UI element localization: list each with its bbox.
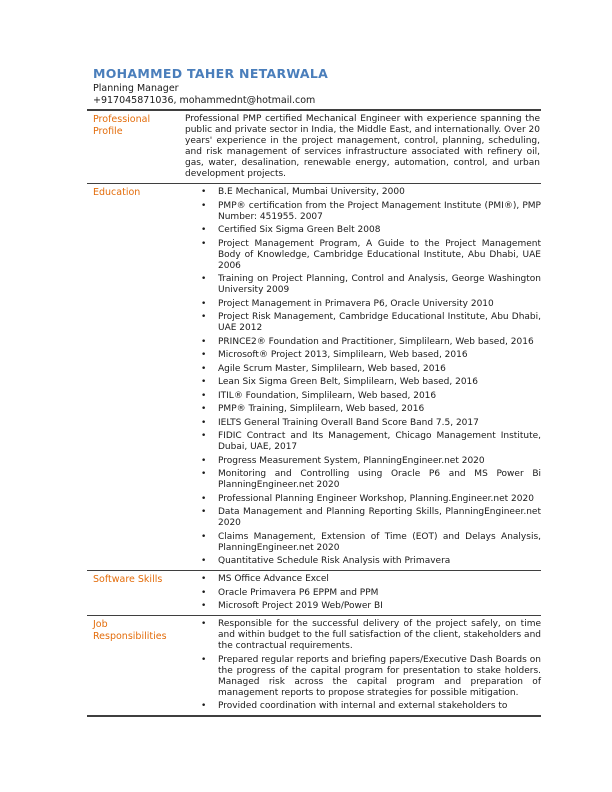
list-item	[185, 299, 541, 310]
list-item-text: PMP® certification from the Project Management Institute (PMI®), PMP Number: 451955. 2007	[218, 200, 541, 222]
section-content	[185, 616, 541, 715]
bullet-icon: •	[201, 574, 207, 584]
bullet-list	[185, 187, 541, 567]
bullet-icon: •	[201, 225, 207, 235]
resume-header	[87, 66, 541, 107]
bullet-icon: •	[201, 404, 207, 414]
list-item-text: PMP® Training, Simplilearn, Web based, 2016	[218, 404, 425, 414]
list-item	[185, 507, 541, 529]
list-item	[185, 364, 541, 375]
list-item-text: IELTS General Training Overall Band Score Band 7.5, 2017	[218, 417, 479, 428]
bullet-icon: •	[201, 238, 207, 249]
section-label: Professional Profile	[93, 114, 151, 137]
bullet-icon: •	[201, 507, 207, 517]
list-item-text: PRINCE2® Foundation and Practitioner, Simplilearn, Web based, 2016	[218, 336, 534, 347]
list-item	[185, 532, 541, 554]
bullet-icon: •	[201, 701, 207, 711]
list-item	[185, 469, 541, 491]
list-item	[185, 274, 541, 296]
list-item-text: Professional Planning Engineer Workshop, Planning.Engineer.net 2020	[218, 493, 534, 504]
section-content	[185, 111, 541, 183]
bullet-icon: •	[201, 363, 207, 374]
list-item-text: Lean Six Sigma Green Belt, Simplilearn, Web based, 2016	[218, 377, 479, 387]
section-row	[87, 183, 541, 570]
bullet-icon: •	[201, 200, 207, 211]
list-item-text: Quantitative Schedule Risk Analysis with Primavera	[218, 556, 451, 566]
list-item	[185, 601, 541, 612]
bullet-icon: •	[201, 493, 207, 504]
list-item-text: Microsoft® Project 2013, Simplilearn, Web based, 2016	[218, 350, 468, 360]
list-item	[185, 391, 541, 402]
list-item-text: Responsible for the successful delivery of the project safely, on time and within budget to the full satisfaction of the client, stakeholders and the contractual requirements.	[218, 619, 541, 651]
list-item	[185, 588, 541, 599]
bullet-list	[185, 619, 541, 712]
bullet-icon: •	[201, 187, 207, 197]
list-item	[185, 701, 541, 712]
bullet-icon: •	[201, 601, 207, 611]
bullet-icon: •	[201, 556, 207, 566]
list-item	[185, 239, 541, 272]
list-item	[185, 312, 541, 334]
list-item	[185, 494, 541, 505]
bullet-icon: •	[201, 312, 207, 322]
bullet-icon: •	[201, 298, 207, 309]
bullet-icon: •	[201, 469, 207, 479]
section-label: Software Skills	[93, 574, 163, 585]
list-item	[185, 201, 541, 223]
person-name: MOHAMMED TAHER NETARWALA	[93, 66, 329, 81]
job-title: Planning Manager	[93, 83, 179, 94]
resume-table	[87, 109, 541, 717]
section-row	[87, 111, 541, 183]
resume-content	[87, 66, 541, 717]
bullet-icon: •	[201, 274, 207, 284]
list-item-text: Provided coordination with internal and external stakeholders to	[218, 701, 508, 711]
section-label: Education	[93, 187, 141, 198]
list-item-text: Oracle Primavera P6 EPPM and PPM	[218, 587, 379, 598]
list-item-text: Claims Management, Extension of Time (EOT) and Delays Analysis, PlanningEngineer.net 2020	[218, 531, 541, 553]
bullet-icon: •	[201, 417, 207, 428]
list-item	[185, 377, 541, 388]
list-item-text: ITIL® Foundation, Simplilearn, Web based, 2016	[218, 390, 437, 401]
list-item	[185, 574, 541, 585]
bullet-icon: •	[201, 390, 207, 401]
bullet-icon: •	[201, 531, 207, 542]
section-row	[87, 615, 541, 715]
bullet-icon: •	[201, 587, 207, 598]
list-item-text: Project Management Program, A Guide to the Project Management Body of Knowledge, Cambridge Educational Institute, Abu Dhabi, UAE 2006	[218, 238, 541, 271]
list-item-text: Prepared regular reports and briefing papers/Executive Dash Boards on the progress of the capital program for presentation to stake holders. Managed risk across the capital program and preparation of management reports to propose strategies for possible mitigation.	[218, 654, 541, 698]
list-item	[185, 619, 541, 652]
section-content	[185, 184, 541, 570]
list-item-text: Monitoring and Controlling using Oracle P6 and MS Power Bi PlanningEngineer.net 2020	[218, 469, 541, 490]
bullet-icon: •	[201, 377, 207, 387]
list-item-text: Project Risk Management, Cambridge Educational Institute, Abu Dhabi, UAE 2012	[218, 312, 541, 333]
list-item	[185, 404, 541, 415]
list-item-text: Training on Project Planning, Control and Analysis, George Washington University 2009	[218, 274, 541, 295]
list-item-text: Agile Scrum Master, Simplilearn, Web based, 2016	[218, 363, 446, 374]
list-item	[185, 350, 541, 361]
list-item	[185, 456, 541, 467]
list-item-text: Project Management in Primavera P6, Oracle University 2010	[218, 298, 494, 309]
list-item	[185, 337, 541, 348]
bullet-icon: •	[201, 431, 207, 441]
list-item-text: B.E Mechanical, Mumbai University, 2000	[218, 187, 405, 197]
bullet-icon: •	[201, 455, 207, 466]
list-item	[185, 556, 541, 567]
list-item-text: Microsoft Project 2019 Web/Power BI	[218, 601, 383, 611]
list-item-text: Progress Measurement System, PlanningEngineer.net 2020	[218, 455, 485, 466]
bullet-icon: •	[201, 619, 207, 629]
contact-line: +917045871036, mohammednt@hotmail.com	[93, 95, 316, 106]
bullet-icon: •	[201, 654, 207, 665]
bullet-icon: •	[201, 336, 207, 347]
list-item	[185, 418, 541, 429]
list-item-text: MS Office Advance Excel	[218, 574, 329, 584]
list-item-text: FIDIC Contract and Its Management, Chicago Management Institute, Dubai, UAE, 2017	[218, 431, 541, 452]
list-item-text: Certified Six Sigma Green Belt 2008	[218, 225, 381, 235]
section-row	[87, 570, 541, 615]
list-item	[185, 187, 541, 198]
list-item	[185, 655, 541, 699]
section-label: Job Responsibilities	[93, 619, 167, 642]
list-item	[185, 431, 541, 453]
section-content	[185, 571, 541, 615]
profile-paragraph: Professional PMP certified Mechanical Engineer with experience spanning the public and private sector in India, the Middle East, and internationally. Over 20 years' experience in the project management, control, planning, scheduling, and risk management of services infrastructure associated with refinery oil, gas, water, desalination, renewable energy, automation, control, and urban development projects.	[185, 114, 540, 179]
list-item-text: Data Management and Planning Reporting Skills, PlanningEngineer.net 2020	[218, 507, 541, 528]
bullet-list	[185, 574, 541, 612]
bullet-icon: •	[201, 350, 207, 360]
list-item	[185, 225, 541, 236]
